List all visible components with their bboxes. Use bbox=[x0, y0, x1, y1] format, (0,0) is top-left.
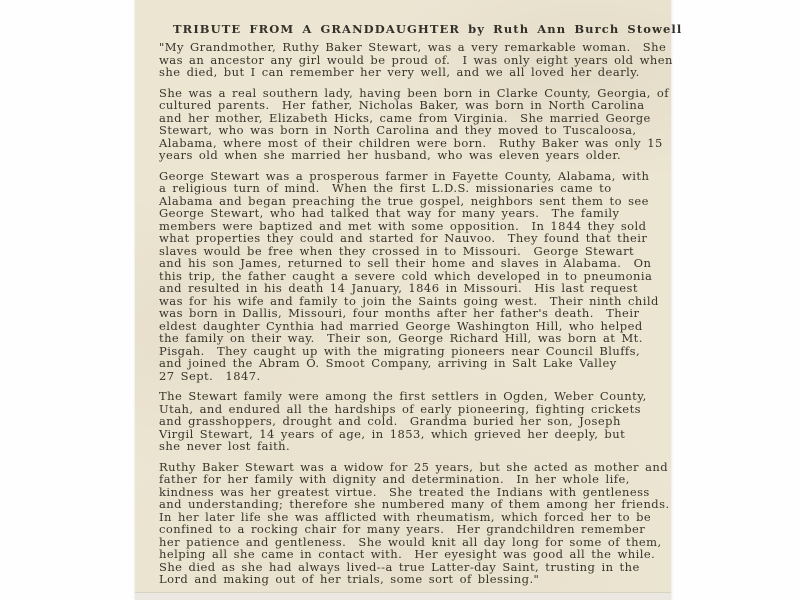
text-line: "My Grandmother, Ruthy Baker Stewart, was a very remarkable woman. She bbox=[159, 40, 667, 54]
scanned-document-page bbox=[135, 0, 683, 600]
text-line: Alabama and began preaching the true gospel, neighbors sent them to see bbox=[159, 193, 649, 208]
text-line: confined to a rocking chair for many years. Her grandchildren remember bbox=[159, 522, 646, 536]
text-line: helping all she came in contact with. Her eyesight was good all the while. bbox=[159, 547, 656, 561]
text-line: was born in Dallis, Missouri, four months after her father's death. Their bbox=[159, 306, 640, 320]
text-line: a religious turn of mind. When the first L.D.S. missionaries came to bbox=[159, 181, 612, 195]
text-line: George Stewart, who had talked that way for many years. The family bbox=[159, 206, 620, 220]
document-body bbox=[159, 22, 683, 586]
paragraphs-container bbox=[159, 40, 673, 586]
paragraph bbox=[159, 170, 658, 383]
text-line: and joined the Abram O. Smoot Company, arriving in Salt Lake Valley bbox=[159, 356, 617, 370]
text-line: Virgil Stewart, 14 years of age, in 1853, which grieved her deeply, but bbox=[159, 426, 626, 441]
text-line: her patience and gentleness. She would knit all day long for some of them, bbox=[159, 534, 662, 549]
paragraph bbox=[159, 459, 670, 586]
paragraph bbox=[159, 85, 669, 162]
text-line: years old when she married her husband, who was eleven years older. bbox=[159, 148, 622, 162]
text-line: was an ancestor any girl would be proud of. I was only eight years old when bbox=[159, 52, 673, 67]
text-line: The Stewart family were among the first settlers in Ogden, Weber County, bbox=[159, 389, 647, 403]
text-line: cultured parents. Her father, Nicholas Baker, was born in North Carolina bbox=[159, 98, 645, 112]
text-line: kindness was her greatest virtue. She treated the Indians with gentleness bbox=[159, 484, 650, 499]
text-line: Alabama, where most of their children were born. Ruthy Baker was only 15 bbox=[159, 135, 663, 150]
text-line: was for his wife and family to join the Saints going west. Their ninth child bbox=[159, 293, 659, 308]
text-line: She was a real southern lady, having been born in Clarke County, Georgia, of bbox=[159, 85, 669, 100]
document-title: TRIBUTE FROM A GRANDDAUGHTER by Ruth Ann Burch Stowell bbox=[173, 22, 683, 36]
text-line: father for her family with dignity and determination. In her whole life, bbox=[159, 472, 630, 486]
text-line: and grasshoppers, drought and cold. Grandma buried her son, Joseph bbox=[159, 414, 621, 428]
text-line: the family on their way. Their son, George Richard Hill, was born at Mt. bbox=[159, 331, 643, 345]
text-line: Lord and making out of her trials, some sort of blessing." bbox=[159, 572, 540, 586]
text-line: and her mother, Elizabeth Hicks, came from Virginia. She married George bbox=[159, 110, 651, 125]
text-line: slaves would be free when they crossed in to Missouri. George Stewart bbox=[159, 243, 635, 258]
text-line: Utah, and endured all the hardships of early pioneering, fighting crickets bbox=[159, 401, 641, 416]
text-line: what properties they could and started for Nauvoo. They found that their bbox=[159, 231, 648, 245]
paper-bottom-edge bbox=[135, 592, 671, 600]
text-line: she died, but I can remember her very well, and we all loved her dearly. bbox=[159, 65, 640, 79]
text-line: Ruthy Baker Stewart was a widow for 25 years, but she acted as mother and bbox=[159, 459, 669, 474]
text-line: She died as she had always lived--a true Latter-day Saint, trusting in the bbox=[159, 559, 640, 574]
text-line: In her later life she was afflicted with rheumatism, which forced her to be bbox=[159, 509, 652, 524]
text-line: and understanding; therefore she numbered many of them among her friends. bbox=[159, 497, 670, 511]
paragraph bbox=[159, 40, 673, 79]
paragraph bbox=[159, 390, 658, 453]
text-line: she never lost faith. bbox=[159, 439, 291, 453]
text-line: and his son James, returned to sell their home and slaves in Alabama. On bbox=[159, 256, 652, 270]
text-line: members were baptized and met with some opposition. In 1844 they sold bbox=[159, 218, 647, 233]
text-line: Pisgah. They caught up with the migrating pioneers near Council Bluffs, bbox=[159, 343, 641, 358]
text-line: Stewart, who was born in North Carolina and they moved to Tuscaloosa, bbox=[159, 123, 637, 137]
text-line: eldest daughter Cynthia had married George Washington Hill, who helped bbox=[159, 318, 643, 333]
text-line: George Stewart was a prosperous farmer in Fayette County, Alabama, with bbox=[159, 168, 650, 183]
text-line: 27 Sept. 1847. bbox=[159, 368, 261, 383]
text-line: this trip, the father caught a severe cold which developed in to pneumonia bbox=[159, 268, 653, 283]
text-line: and resulted in his death 14 January, 1846 in Missouri. His last request bbox=[159, 281, 638, 295]
